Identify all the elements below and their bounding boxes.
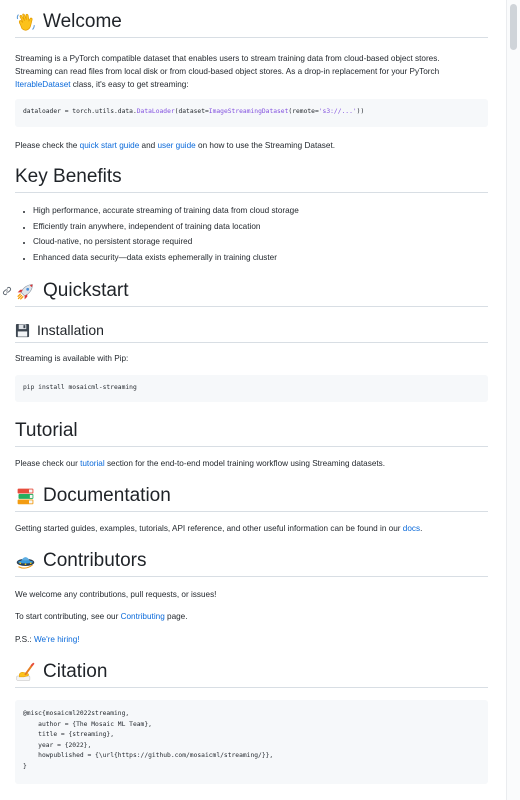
key-benefits-title: Key Benefits: [15, 166, 122, 187]
tutorial-paragraph: Please check our tutorial section for the end-to-end model training workflow using Streaming datasets.: [15, 459, 386, 468]
guide-paragraph: Please check the quick start guide and user guide on how to use the Streaming Dataset.: [15, 141, 336, 150]
floppy-disk-icon: [15, 323, 30, 338]
link-icon[interactable]: [2, 286, 12, 296]
list-item: • Efficiently train anywhere, independent of training data location: [33, 219, 493, 235]
tutorial-link[interactable]: tutorial: [80, 459, 105, 468]
quick-start-guide-link[interactable]: quick start guide: [79, 141, 140, 150]
citation-title: Citation: [43, 661, 108, 682]
contributors-welcome-text: We welcome any contributions, pull requests, or issues!: [15, 590, 217, 599]
key-benefits-heading: [15, 164, 488, 193]
documentation-paragraph: Getting started guides, examples, tutorials, API reference, and other useful information can be found in our docs.: [15, 524, 423, 533]
flying-saucer-icon: [15, 551, 36, 572]
documentation-heading: [15, 483, 488, 512]
contributing-paragraph: To start contributing, see our Contributing page.: [15, 612, 188, 621]
pip-install-code-block: pip install mosaicml-streaming: [15, 375, 488, 402]
key-benefits-list: [15, 203, 493, 265]
hiring-paragraph: P.S.: We're hiring!: [15, 635, 80, 644]
books-icon: [15, 486, 36, 507]
installation-text: Streaming is available with Pip:: [15, 354, 129, 363]
welcome-intro: Streaming is a PyTorch compatible dataset that enables users to stream training data from cloud-based object stores. Streaming can read files from local disk or from cloud-based object stores. As a drop-in replacement for your PyTorch IterableDataset class, it's easy to get streaming:: [15, 54, 440, 89]
welcome-title: Welcome: [43, 11, 122, 32]
quickstart-title: Quickstart: [43, 280, 129, 301]
waving-hand-icon: [15, 12, 36, 33]
rocket-icon: [15, 281, 36, 302]
contributing-link[interactable]: Contributing: [120, 612, 165, 621]
list-item: • Cloud-native, no persistent storage required: [33, 234, 493, 250]
dataloader-code-block: dataloader = torch.utils.data.DataLoader(dataset=ImageStreamingDataset(remote='s3://...')): [15, 99, 488, 127]
hiring-link[interactable]: We're hiring!: [33, 635, 80, 644]
scrollbar[interactable]: [506, 0, 520, 800]
user-guide-link[interactable]: user guide: [157, 141, 196, 150]
list-item: • High performance, accurate streaming of training data from cloud storage: [33, 203, 493, 219]
quickstart-heading: [15, 278, 488, 307]
list-item: • Enhanced data security—data exists ephemerally in training cluster: [33, 250, 493, 266]
contributors-title: Contributors: [43, 550, 147, 571]
writing-hand-icon: [15, 662, 36, 683]
welcome-heading: [15, 9, 488, 38]
docs-link[interactable]: docs: [402, 524, 421, 533]
citation-heading: [15, 659, 488, 688]
iterabledataset-link[interactable]: IterableDataset: [15, 80, 71, 89]
scrollbar-thumb[interactable]: [510, 4, 517, 50]
documentation-title: Documentation: [43, 485, 171, 506]
tutorial-heading: [15, 418, 488, 447]
installation-title: Installation: [37, 322, 104, 338]
contributors-heading: [15, 548, 488, 577]
installation-heading: [15, 320, 488, 343]
tutorial-title: Tutorial: [15, 420, 78, 441]
citation-code-block: @misc{mosaicml2022streaming, author = {The Mosaic ML Team}, title = {streaming}, year = {2022}, howpublished = {\url{https://github.com/mosaicml/streaming/}}, }: [15, 700, 488, 784]
